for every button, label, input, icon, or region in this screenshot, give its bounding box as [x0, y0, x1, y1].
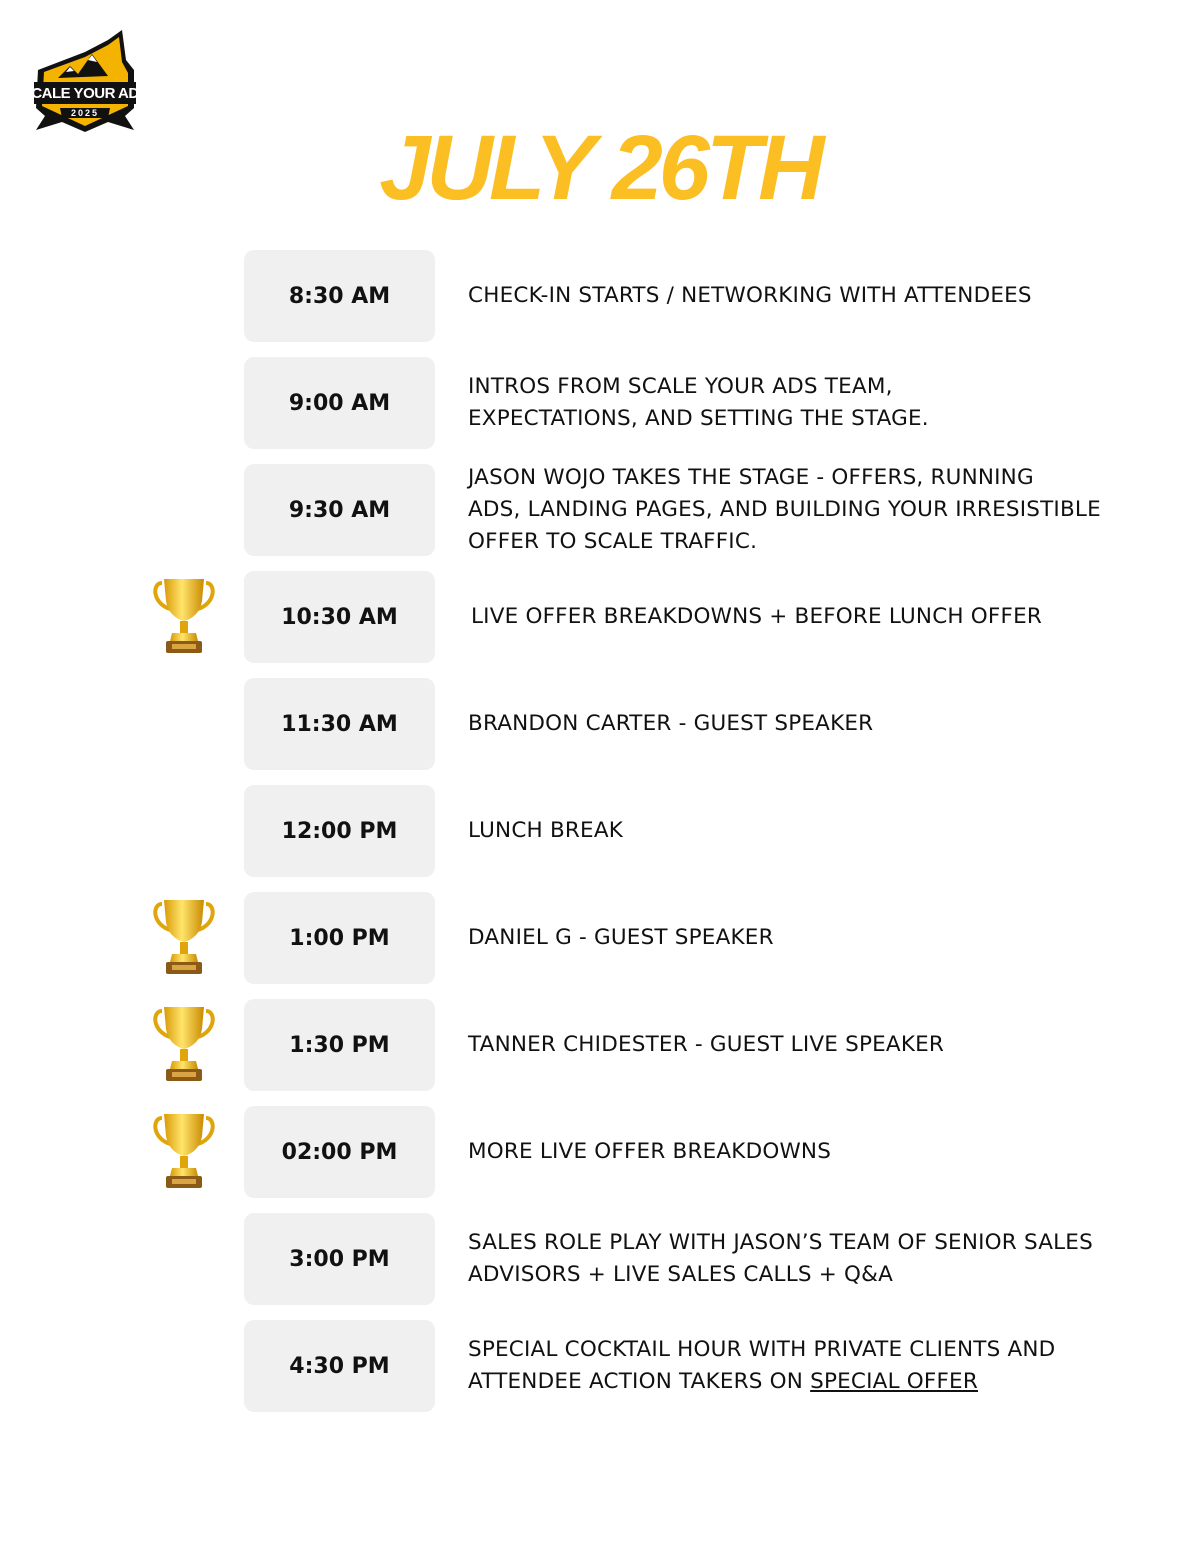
time-box: 1:00 PM	[244, 892, 435, 984]
schedule-row	[0, 1320, 1200, 1412]
trophy-icon	[152, 896, 216, 978]
time-box: 10:30 AM	[244, 571, 435, 663]
time-box: 8:30 AM	[244, 250, 435, 342]
schedule-row	[0, 892, 1200, 984]
logo-name: SCALE YOUR ADS	[21, 85, 149, 102]
session-description: SALES ROLE PLAY WITH JASON’S TEAM OF SENIOR SALES ADVISORS + LIVE SALES CALLS + Q&A	[468, 1230, 1093, 1287]
special-offer-link[interactable]: SPECIAL OFFER	[810, 1369, 978, 1394]
schedule-row	[0, 571, 1200, 663]
session-description: MORE LIVE OFFER BREAKDOWNS	[468, 1139, 832, 1164]
schedule-row	[0, 1213, 1200, 1305]
schedule-row	[0, 1106, 1200, 1198]
page-title: JULY 26TH	[379, 117, 821, 219]
time-box: 11:30 AM	[244, 678, 435, 770]
session-description: SPECIAL COCKTAIL HOUR WITH PRIVATE CLIENTS AND ATTENDEE ACTION TAKERS ON SPECIAL OFFER	[468, 1337, 1056, 1394]
trophy-icon	[152, 1110, 216, 1192]
trophy-icon	[152, 1003, 216, 1085]
session-description: INTROS FROM SCALE YOUR ADS TEAM, EXPECTATIONS, AND SETTING THE STAGE.	[468, 374, 929, 431]
schedule-row	[0, 357, 1200, 449]
time-box: 3:00 PM	[244, 1213, 435, 1305]
schedule-row	[0, 999, 1200, 1091]
schedule-row	[0, 464, 1200, 556]
schedule-row	[0, 678, 1200, 770]
time-box: 4:30 PM	[244, 1320, 435, 1412]
session-description: TANNER CHIDESTER - GUEST LIVE SPEAKER	[468, 1032, 945, 1057]
trophy-icon	[152, 575, 216, 657]
time-box: 1:30 PM	[244, 999, 435, 1091]
session-description: DANIEL G - GUEST SPEAKER	[468, 925, 774, 950]
schedule-row	[0, 785, 1200, 877]
time-box: 9:30 AM	[244, 464, 435, 556]
time-box: 9:00 AM	[244, 357, 435, 449]
session-description: CHECK-IN STARTS / NETWORKING WITH ATTENDEES	[468, 283, 1032, 308]
logo-year: 2025	[70, 108, 100, 118]
session-description: BRANDON CARTER - GUEST SPEAKER	[468, 711, 874, 736]
session-description: LUNCH BREAK	[468, 818, 624, 843]
time-box: 12:00 PM	[244, 785, 435, 877]
session-description: JASON WOJO TAKES THE STAGE - OFFERS, RUNNING ADS, LANDING PAGES, AND BUILDING YOUR IRRESISTIBLE OFFER TO SCALE TRAFFIC.	[468, 465, 1101, 554]
session-description: LIVE OFFER BREAKDOWNS + BEFORE LUNCH OFFER	[471, 604, 1042, 629]
time-box: 02:00 PM	[244, 1106, 435, 1198]
schedule-row	[0, 250, 1200, 342]
